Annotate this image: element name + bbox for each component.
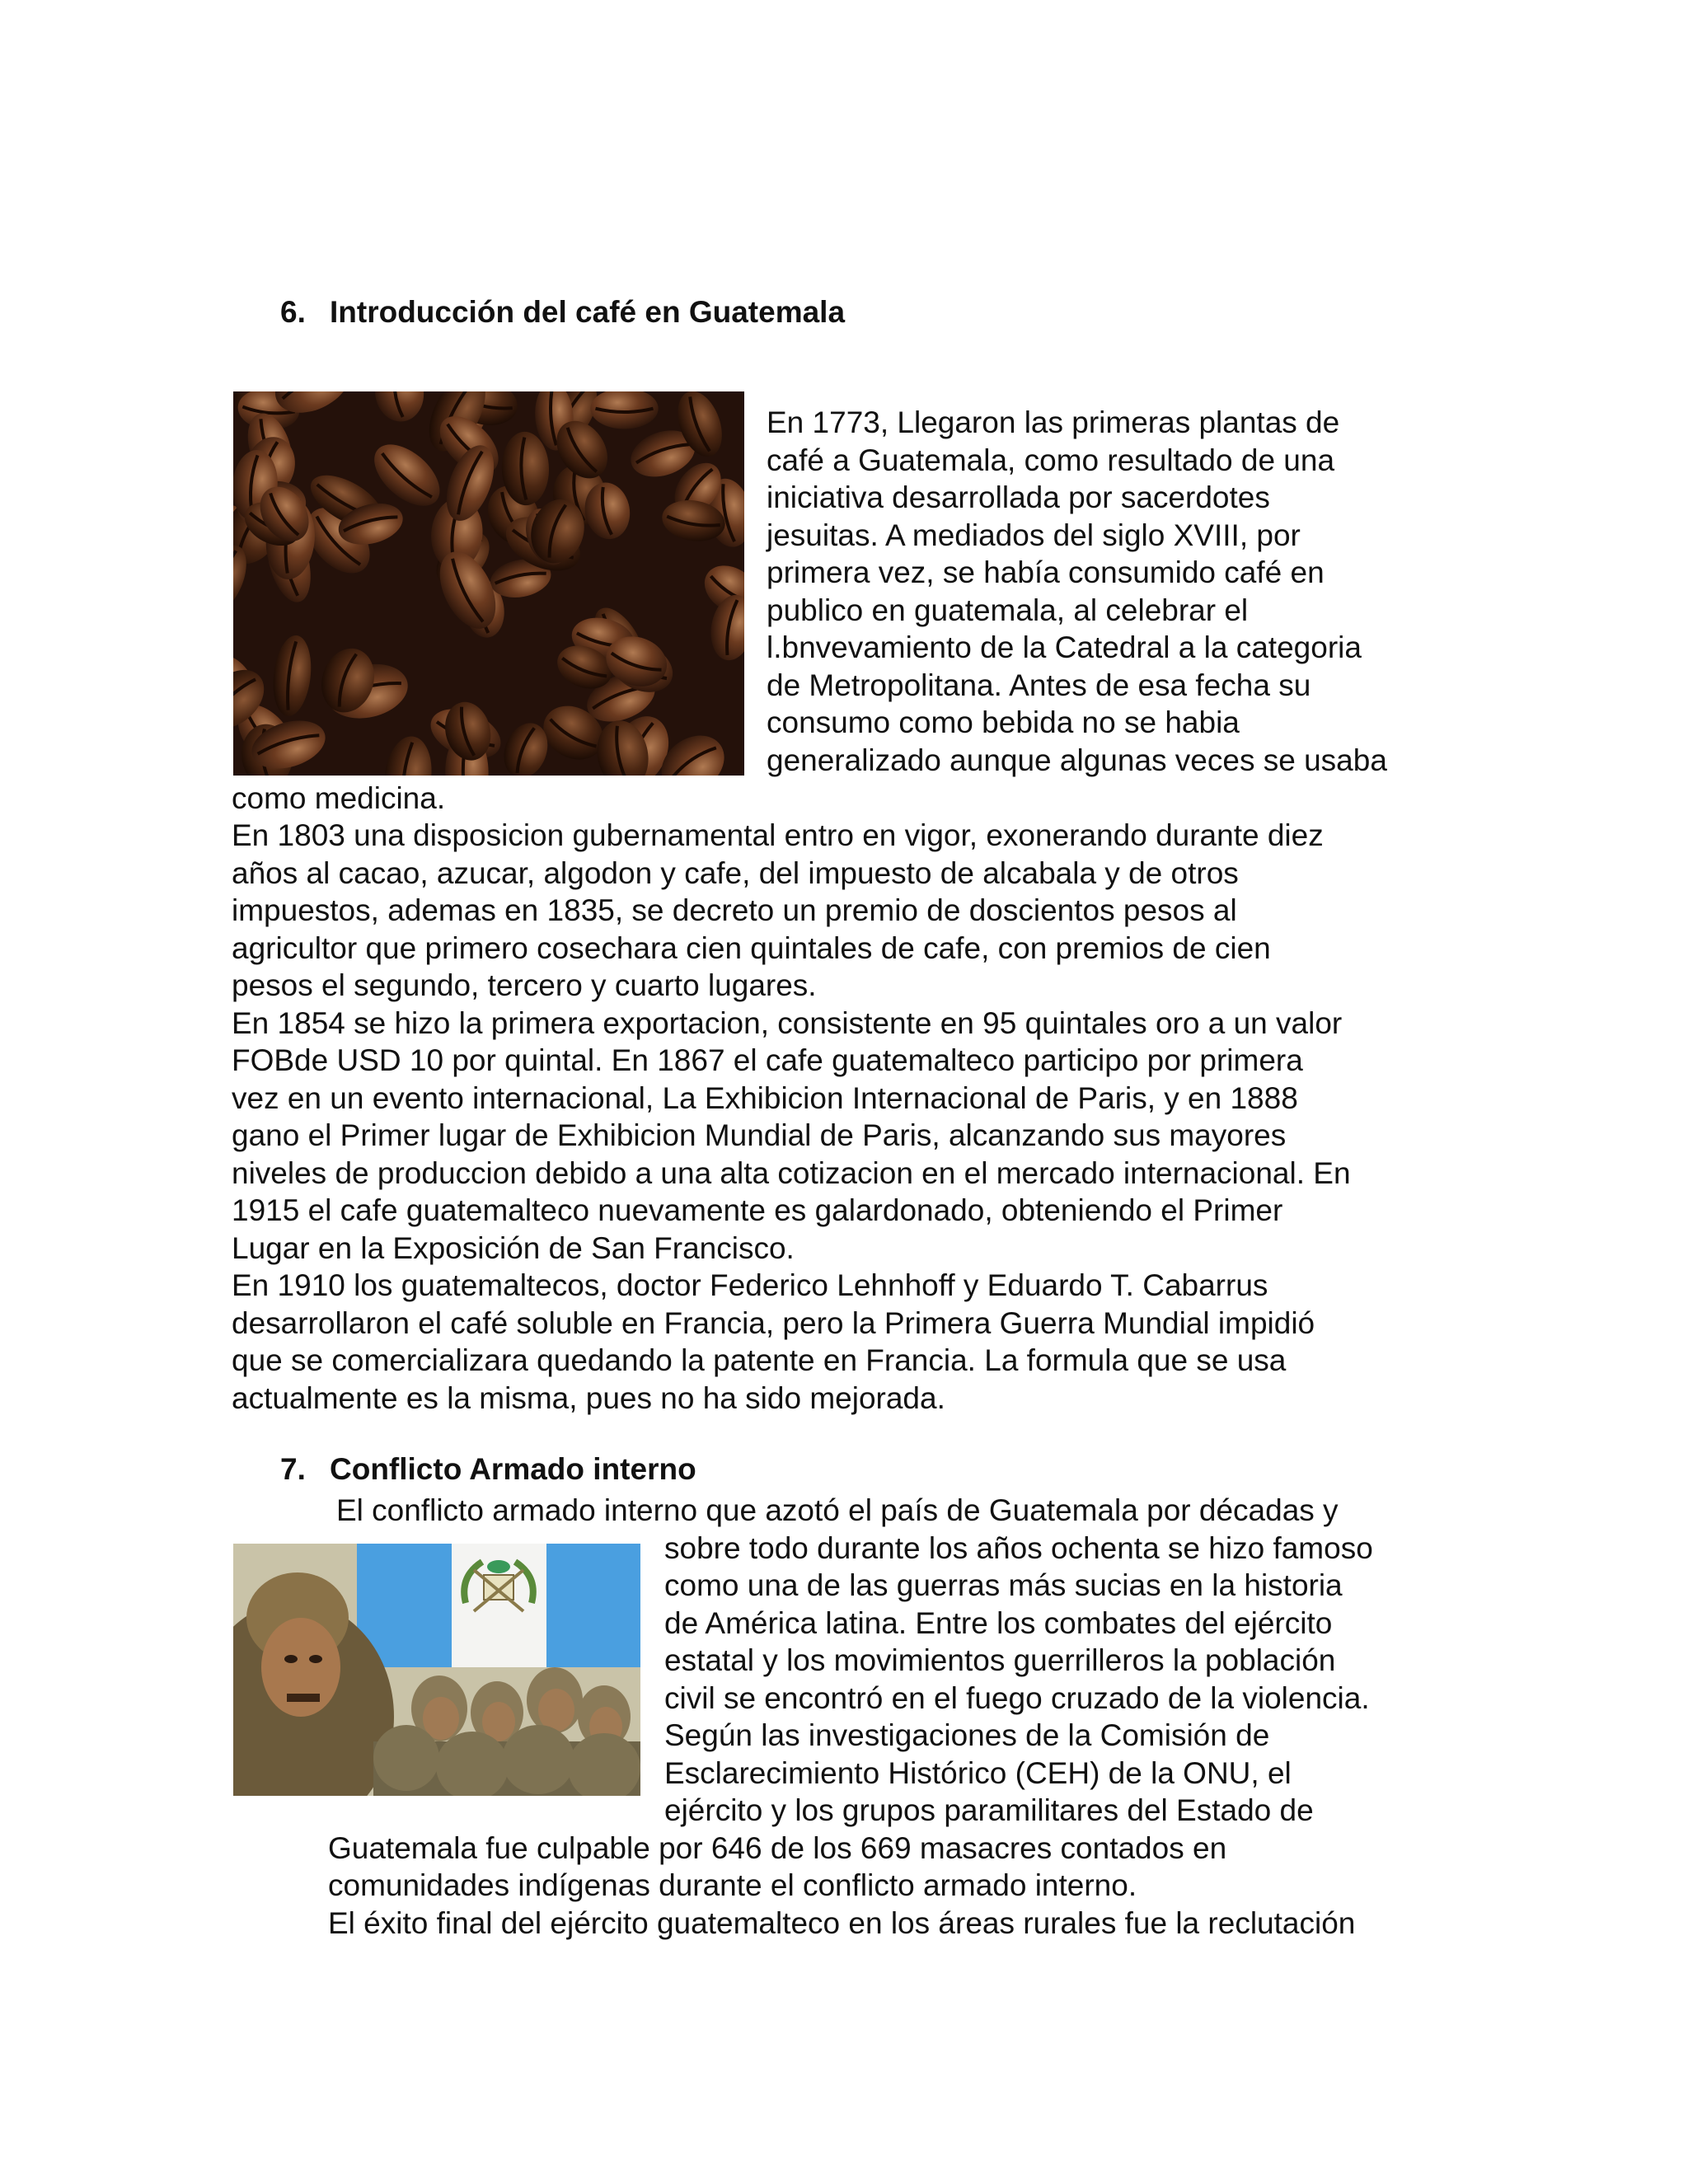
text-line: Guatemala fue culpable por 646 de los 669 masacres contados en <box>328 1831 1227 1865</box>
section-title: Conflicto Armado interno <box>330 1452 696 1486</box>
text-line: años al cacao, azucar, algodon y cafe, del impuesto de alcabala y de otros <box>232 856 1239 890</box>
soldiers-guatemala-flag-image <box>233 1544 640 1796</box>
text-line: civil se encontró en el fuego cruzado de la violencia. <box>664 1681 1370 1715</box>
text-line: actualmente es la misma, pues no ha sido mejorada. <box>232 1381 945 1415</box>
text-line: publico en guatemala, al celebrar el <box>767 593 1249 627</box>
text-line: Lugar en la Exposición de San Francisco. <box>232 1231 795 1265</box>
text-line: FOBde USD 10 por quintal. En 1867 el cafe guatemalteco participo por primera <box>232 1043 1303 1077</box>
text-line: como una de las guerras más sucias en la historia <box>664 1568 1343 1602</box>
text-line: que se comercializara quedando la patente en Francia. La formula que se usa <box>232 1343 1287 1377</box>
text-line: gano el Primer lugar de Exhibicion Mundial de Paris, alcanzando sus mayores <box>232 1118 1287 1152</box>
coffee-beans-image <box>233 391 744 776</box>
text-line: como medicina. <box>232 781 446 815</box>
section-title: Introducción del café en Guatemala <box>330 295 846 329</box>
text-line: generalizado aunque algunas veces se usaba <box>767 743 1387 777</box>
text-line: Esclarecimiento Histórico (CEH) de la ONU, el <box>664 1756 1292 1790</box>
text-line: Según las investigaciones de la Comisión de <box>664 1718 1270 1752</box>
section-6-heading <box>280 293 845 331</box>
text-line: En 1910 los guatemaltecos, doctor Federico Lehnhoff y Eduardo T. Cabarrus <box>232 1268 1268 1302</box>
text-line: sobre todo durante los años ochenta se hizo famoso <box>664 1531 1373 1565</box>
text-line: 1915 el cafe guatemalteco nuevamente es galardonado, obteniendo el Primer <box>232 1193 1283 1227</box>
text-line: El éxito final del ejército guatemalteco en los áreas rurales fue la reclutación <box>328 1906 1356 1940</box>
text-line: café a Guatemala, como resultado de una <box>767 443 1335 477</box>
text-line: vez en un evento internacional, La Exhibicion Internacional de Paris, y en 1888 <box>232 1081 1298 1115</box>
text-line: En 1854 se hizo la primera exportacion, consistente en 95 quintales oro a un valor <box>232 1006 1343 1040</box>
text-line: niveles de produccion debido a una alta cotizacion en el mercado internacional. En <box>232 1156 1351 1190</box>
text-line: primera vez, se había consumido café en <box>767 555 1325 589</box>
text-line: l.bnvevamiento de la Catedral a la categoria <box>767 630 1362 664</box>
text-line: agricultor que primero cosechara cien quintales de cafe, con premios de cien <box>232 931 1271 965</box>
text-line: de Metropolitana. Antes de esa fecha su <box>767 668 1311 702</box>
text-line: pesos el segundo, tercero y cuarto lugares. <box>232 968 817 1002</box>
text-line: estatal y los movimientos guerrilleros la población <box>664 1643 1336 1677</box>
text-line: comunidades indígenas durante el conflicto armado interno. <box>328 1868 1137 1902</box>
section-7-heading <box>280 1451 696 1488</box>
text-line: ejército y los grupos paramilitares del Estado de <box>664 1793 1314 1827</box>
text-line: En 1773, Llegaron las primeras plantas de <box>767 405 1340 439</box>
text-line: de América latina. Entre los combates del ejército <box>664 1606 1333 1640</box>
text-line: consumo como bebida no se habia <box>767 705 1240 739</box>
text-line: El conflicto armado interno que azotó el país de Guatemala por décadas y <box>336 1493 1339 1527</box>
section-number: 7. <box>280 1452 306 1486</box>
text-line: impuestos, ademas en 1835, se decreto un premio de doscientos pesos al <box>232 893 1237 927</box>
text-line: En 1803 una disposicion gubernamental entro en vigor, exonerando durante diez <box>232 818 1324 852</box>
text-line: jesuitas. A mediados del siglo XVIII, por <box>767 518 1301 552</box>
text-line: desarrollaron el café soluble en Francia, pero la Primera Guerra Mundial impidió <box>232 1306 1315 1340</box>
text-line: iniciativa desarrollada por sacerdotes <box>767 480 1270 514</box>
section-number: 6. <box>280 295 306 329</box>
